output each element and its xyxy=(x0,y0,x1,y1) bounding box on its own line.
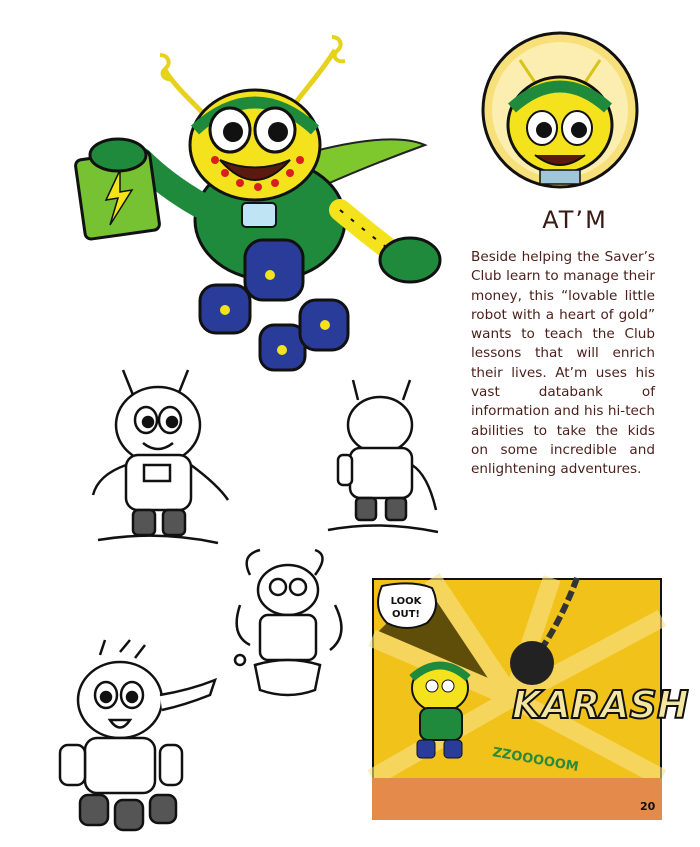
sketch-robot-front xyxy=(78,365,248,550)
portrait-circle xyxy=(480,30,640,190)
speech-line-2: OUT! xyxy=(391,609,421,620)
page-number: 20 xyxy=(640,800,656,813)
sketch-robot-shocked xyxy=(40,640,220,840)
whoosh-effect: ZZOOOOOM xyxy=(491,745,580,776)
sketch-robot-back xyxy=(318,380,448,540)
sound-effect: KARASH xyxy=(512,683,689,727)
comic-panel xyxy=(372,578,689,820)
character-name: AT’M xyxy=(542,206,608,234)
character-description: Beside helping the Saver’s Club learn to manage their money, this “lovable little robot with a heart of gold” wants to teach the Club lessons that will enrich their lives. At’m uses his vast databank of information and his hi-tech abilities to take the kids on some incredible and enlightening adventures. xyxy=(471,249,655,478)
sketch-robot-tangled xyxy=(220,545,360,705)
speech-line-1: LOOK xyxy=(390,596,422,607)
main-robot-illustration xyxy=(70,35,470,380)
